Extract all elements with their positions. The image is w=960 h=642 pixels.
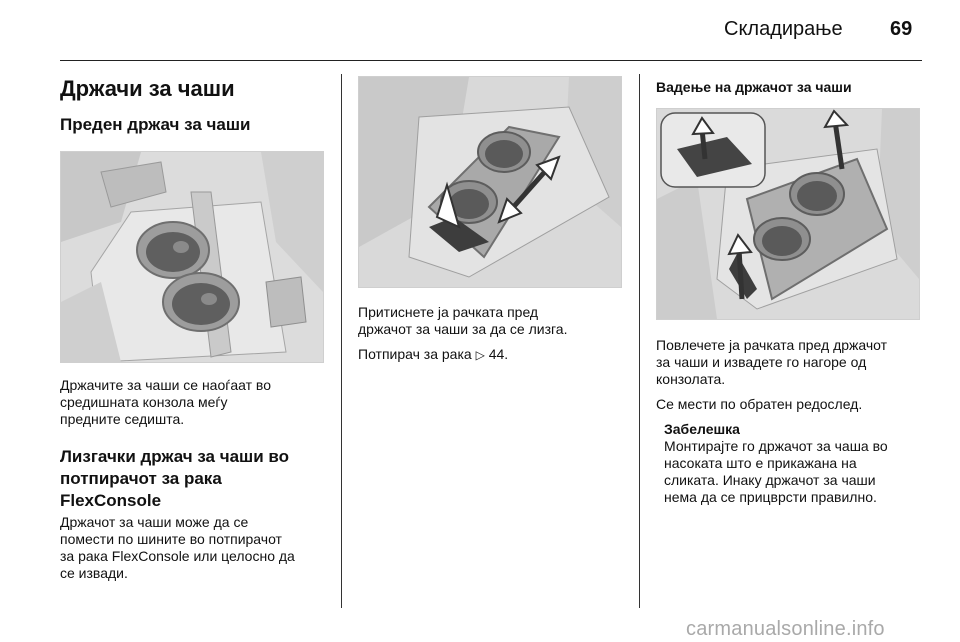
subheading-front-cup-holder: Преден држач за чаши — [60, 115, 251, 134]
column-3 — [656, 75, 926, 506]
text-line: Притиснете ја рачката пред — [358, 304, 539, 320]
page-reference-icon[interactable]: ▷ — [475, 348, 485, 362]
text-line: Повлечете ја рачката пред држачот — [656, 337, 888, 353]
sliding-cup-holder-figure — [358, 76, 622, 288]
text-line: предните седишта. — [60, 411, 185, 427]
reference-page[interactable]: 44. — [488, 346, 509, 362]
text-line: Држачите за чаши се наоѓаат во — [60, 377, 271, 393]
note-line: насоката што е прикажана на — [664, 455, 857, 471]
column-1 — [60, 75, 330, 582]
front-cup-holder-figure — [60, 151, 324, 363]
remove-cup-holder-figure — [656, 108, 920, 320]
text-line: држачот за чаши за да се лизга. — [358, 321, 568, 337]
note-line: Монтирајте го држачот за чаша во — [664, 438, 888, 454]
text-line: конзолата. — [656, 371, 726, 387]
text-line: за рака FlexConsole или целосно да — [60, 548, 295, 564]
note-title: Забелешка — [664, 421, 740, 437]
column-divider-1 — [341, 74, 342, 608]
column-divider-2 — [639, 74, 640, 608]
subheading-line: FlexConsole — [60, 491, 162, 510]
column-2 — [358, 75, 628, 364]
watermark: carmanualsonline.info — [686, 618, 885, 640]
text-line: за чаши и извадете го нагоре од — [656, 354, 867, 370]
text-line: се извади. — [60, 565, 128, 581]
armrest-reference — [358, 346, 628, 364]
text-line: Се мести по обратен редослед. — [656, 396, 863, 412]
text-line: помести по шините во потпирачот — [60, 531, 282, 547]
subheading-remove-cup-holder: Вадење на држачот за чаши — [656, 79, 852, 95]
page-number: 69 — [890, 18, 913, 40]
running-header-title: Складирање — [724, 18, 843, 40]
note-line: сликата. Инаку држачот за чаши — [664, 472, 876, 488]
text-line: средишната конзола меѓу — [60, 394, 228, 410]
text-line: Држачот за чаши може да се — [60, 514, 249, 530]
subheading-line: потпирачот за рака — [60, 469, 222, 488]
reference-text: Потпирач за рака — [358, 346, 472, 362]
header-rule — [60, 60, 922, 61]
subheading-line: Лизгачки држач за чаши во — [60, 447, 290, 466]
note-block — [664, 421, 926, 506]
note-line: нема да се прицврсти правилно. — [664, 489, 877, 505]
section-heading: Држачи за чаши — [60, 76, 235, 101]
